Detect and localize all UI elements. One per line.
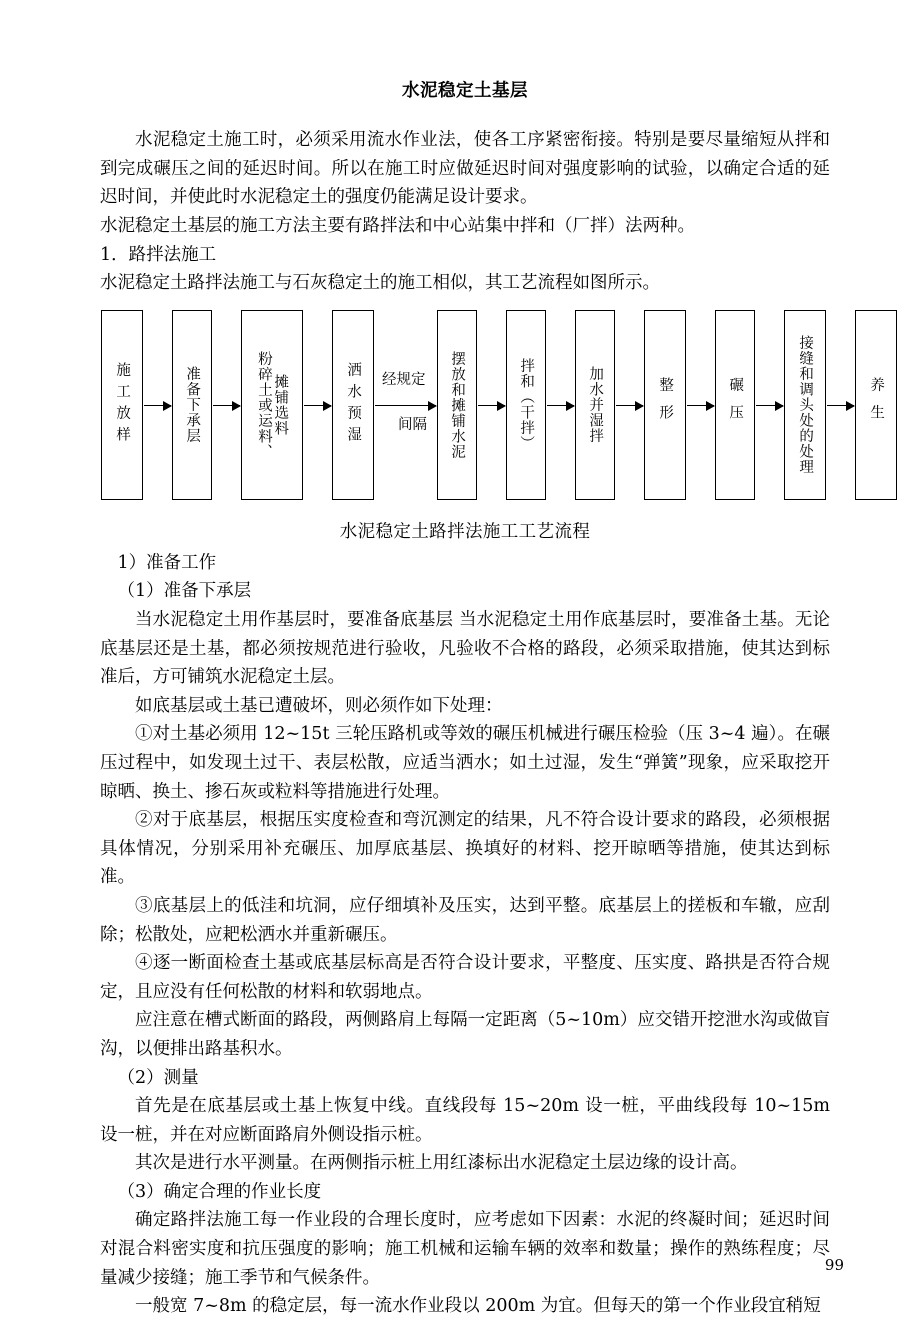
section-1-sub-2-paragraph-1: 首先是在底基层或土基上恢复中线。直线段每 15~20m 设一桩，平曲线段每 10~15m 设一桩，并在对应断面路肩外侧设指示桩。 bbox=[100, 1096, 830, 1145]
list-item-1: ①对土基必须用 12~15t 三轮压路机或等效的碾压机械进行碾压检验（压 3~4 遍）。在碾压过程中，如发现土过干、表层松散，应适当洒水；如土过湿，发生“弹簧”现象，应采取挖开晾晒、换土、掺石灰或粒料等措施进行处理。 bbox=[100, 724, 830, 802]
flow-box-4 bbox=[332, 310, 374, 500]
flow-box-11-label: 养生 bbox=[868, 377, 885, 433]
flow-arrow-10 bbox=[827, 405, 854, 407]
intro-paragraph-2: 水泥稳定土基层的施工方法主要有路拌法和中心站集中拌和（厂拌）法两种。 bbox=[100, 216, 695, 237]
figure-caption: 水泥稳定土路拌法施工工艺流程 bbox=[339, 521, 591, 542]
section-1-sub-1-paragraph-2: 如底基层或土基已遭破坏，则必须作如下处理： bbox=[135, 695, 503, 716]
flow-arrow-9 bbox=[756, 405, 783, 407]
flow-arrow-3 bbox=[304, 405, 331, 407]
flow-arrow-2 bbox=[213, 405, 240, 407]
flow-box-6-label: 拌和（干拌） bbox=[518, 358, 535, 452]
section-1-sub-3-heading: （3）确定合理的作业长度 bbox=[117, 1181, 322, 1202]
section-1-sub-2-paragraph-2: 其次是进行水平测量。在两侧指示桩上用红漆标出水泥稳定土层边缘的设计高。 bbox=[135, 1153, 748, 1174]
section-1-sub-2-heading: （2）测量 bbox=[117, 1067, 199, 1088]
flow-box-10 bbox=[784, 310, 826, 500]
flow-gap-label-bottom: 间隔 bbox=[398, 416, 427, 433]
section-1-sub-3-paragraph-1: 确定路拌法施工每一作业段的合理长度时，应考虑如下因素：水泥的终凝时间；延迟时间对混合料密实度和抗压强度的影响；施工机械和运输车辆的效率和数量；操作的熟练程度；尽量减少接缝；施工季节和气候条件。 bbox=[100, 1210, 830, 1288]
flow-box-5-label: 摆放和摊铺水泥 bbox=[449, 350, 466, 460]
flow-box-10-label: 接缝和调头处的处理 bbox=[797, 335, 814, 475]
flow-arrow-5 bbox=[478, 405, 505, 407]
flow-box-2-label: 准备下承层 bbox=[184, 366, 201, 444]
flow-box-3-label-main: 摊铺选料 bbox=[272, 373, 289, 436]
flow-box-3 bbox=[241, 310, 303, 500]
section-1-sub-3-paragraph-2: 一般宽 7~8m 的稳定层，每一流水作业段以 200m 为宜。但每天的第一个作业段宜稍短 bbox=[135, 1296, 821, 1317]
list-item-4: ④逐一断面检查土基或底基层标高是否符合设计要求，平整度、压实度、路拱是否符合规定，且应没有任何松散的材料和软弱地点。 bbox=[100, 953, 830, 1002]
flow-arrow-7 bbox=[616, 405, 643, 407]
section-1-sub-1-paragraph-1: 当水泥稳定土用作基层时，要准备底基层 当水泥稳定土用作底基层时，要准备土基。无论底基层还是土基，都必须按规范进行验收，凡验收不合格的路段，必须采取措施，使其达到标准后，方可铺筑水泥稳定土层。 bbox=[100, 610, 830, 688]
flow-box-6 bbox=[506, 310, 546, 500]
flow-box-9-label: 碾压 bbox=[727, 377, 744, 433]
intro-block bbox=[100, 126, 830, 298]
sections-block bbox=[100, 549, 830, 1321]
section-1-sub-1-heading: （1）准备下承层 bbox=[117, 581, 252, 602]
list-item-2: ②对于底基层，根据压实度检查和弯沉测定的结果，凡不符合设计要求的路段，必须根据具体情况，分别采用补充碾压、加厚底基层、换填好的材料、挖开晾晒等措施，使其达到标准。 bbox=[100, 810, 830, 888]
flow-arrow-8 bbox=[687, 405, 714, 407]
intro-paragraph-4: 水泥稳定土路拌法施工与石灰稳定土的施工相似，其工艺流程如图所示。 bbox=[100, 273, 660, 294]
section-1-heading: 1）准备工作 bbox=[117, 552, 217, 573]
list-item-3: ③底基层上的低洼和坑洞，应仔细填补及压实，达到平整。底基层上的搓板和车辙，应刮除；松散处，应耙松洒水并重新碾压。 bbox=[100, 895, 830, 945]
intro-paragraph-1: 水泥稳定土施工时，必须采用流水作业法，使各工序紧密衔接。特别是要尽量缩短从拌和到完成碾压之间的延迟时间。所以在施工时应做延迟时间对强度影响的试验，以确定合适的延迟时间，并使此时水泥稳定土的强度仍能满足设计要求。 bbox=[100, 130, 830, 208]
page-title: 水泥稳定土基层 bbox=[402, 81, 528, 101]
flow-box-8-label: 整形 bbox=[657, 377, 674, 433]
flow-box-1 bbox=[101, 310, 143, 500]
flow-box-5 bbox=[437, 310, 477, 500]
process-flowchart bbox=[95, 306, 920, 516]
flow-box-4-label: 洒水预湿 bbox=[345, 361, 362, 448]
section-heading-1: 1．路拌法施工 bbox=[100, 244, 217, 265]
flow-arrow-1 bbox=[144, 405, 171, 407]
flow-box-8 bbox=[644, 310, 686, 500]
flow-box-2 bbox=[172, 310, 212, 500]
page-number: 99 bbox=[824, 1256, 844, 1274]
flow-box-11 bbox=[855, 310, 897, 500]
flow-arrow-6 bbox=[547, 405, 574, 407]
flow-box-1-label: 施工放样 bbox=[114, 361, 131, 448]
flow-box-7-label: 加水并湿拌 bbox=[587, 366, 604, 444]
list-item-5: 应注意在槽式断面的路段，两侧路肩上每隔一定距离（5~10m）应交错开挖泄水沟或做盲沟，以便排出路基积水。 bbox=[100, 1010, 830, 1059]
flow-box-7 bbox=[575, 310, 615, 500]
flow-box-9 bbox=[715, 310, 755, 500]
flow-box-3-label-secondary: 粉碎土或运料、 bbox=[256, 350, 272, 460]
flow-arrow-4 bbox=[375, 405, 436, 407]
flow-gap-label-top: 经规定 bbox=[382, 371, 426, 388]
